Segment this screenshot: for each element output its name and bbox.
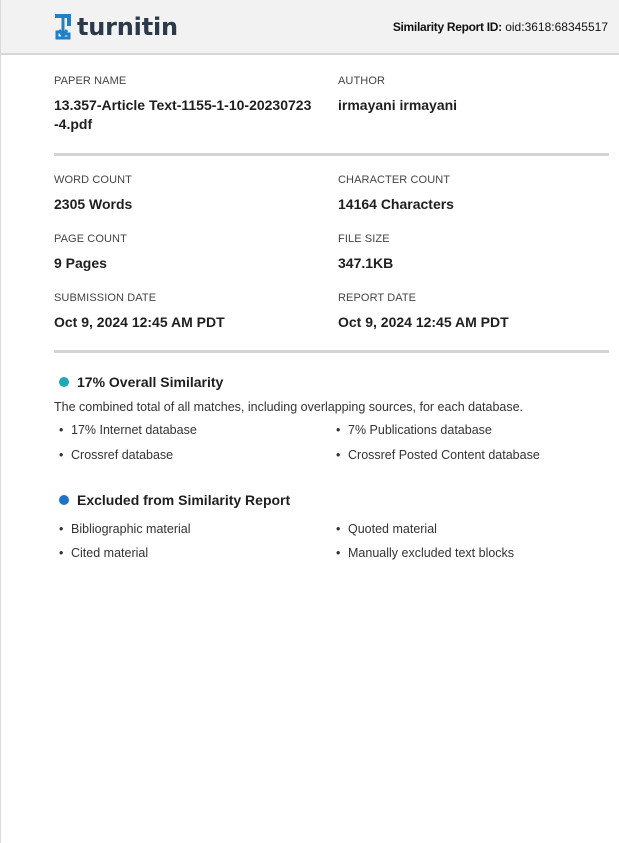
overall-similarity-title <box>59 374 223 390</box>
report-header <box>1 0 619 55</box>
divider-top <box>54 153 609 156</box>
report-id-value: oid:3618:68345517 <box>505 20 608 34</box>
report-id <box>393 20 608 34</box>
report-id-label: Similarity Report ID: <box>392 20 502 34</box>
excluded-dot-icon <box>59 495 69 505</box>
page-count-value: 9 Pages <box>54 255 107 271</box>
similarity-description: The combined total of all matches, including overlapping sources, for each database. <box>54 400 524 414</box>
submission-date-value: Oct 9, 2024 12:45 AM PDT <box>54 314 225 330</box>
excluded-title-text: Excluded from Similarity Report <box>77 492 291 508</box>
report-date-label: REPORT DATE <box>338 292 417 304</box>
similarity-item: • Crossref database <box>59 448 174 462</box>
word-count-value: 2305 Words <box>54 196 133 212</box>
word-count-label: WORD COUNT <box>54 174 132 186</box>
paper-name-label: PAPER NAME <box>54 75 127 87</box>
divider-bottom <box>54 350 609 353</box>
excluded-item: • Cited material <box>59 546 149 560</box>
excluded-title <box>59 492 290 508</box>
file-size-value: 347.1KB <box>338 255 394 271</box>
turnitin-logo-icon <box>53 12 73 42</box>
char-count-label: CHARACTER COUNT <box>338 174 451 186</box>
excluded-item: • Bibliographic material <box>59 522 191 536</box>
report-date-value: Oct 9, 2024 12:45 AM PDT <box>338 314 509 330</box>
author-label: AUTHOR <box>338 75 386 87</box>
char-count-value: 14164 Characters <box>338 196 454 212</box>
page-count-label: PAGE COUNT <box>54 233 127 245</box>
turnitin-logo <box>53 12 178 42</box>
submission-date-label: SUBMISSION DATE <box>54 292 157 304</box>
paper-name-line2: -4.pdf <box>54 116 93 132</box>
excluded-item: • Quoted material <box>336 522 437 536</box>
similarity-item: • 17% Internet database <box>59 423 197 437</box>
similarity-dot-icon <box>59 377 69 387</box>
brand-name: turnitin <box>77 13 178 41</box>
excluded-item: • Manually excluded text blocks <box>336 546 515 560</box>
paper-name-line1: 13.357-Article Text-1155-1-10-20230723 <box>54 97 312 113</box>
similarity-item: • Crossref Posted Content database <box>336 448 540 462</box>
file-size-label: FILE SIZE <box>338 233 390 245</box>
overall-similarity-text: 17% Overall Similarity <box>77 374 224 390</box>
author-value: irmayani irmayani <box>338 97 458 113</box>
similarity-item: • 7% Publications database <box>336 423 492 437</box>
